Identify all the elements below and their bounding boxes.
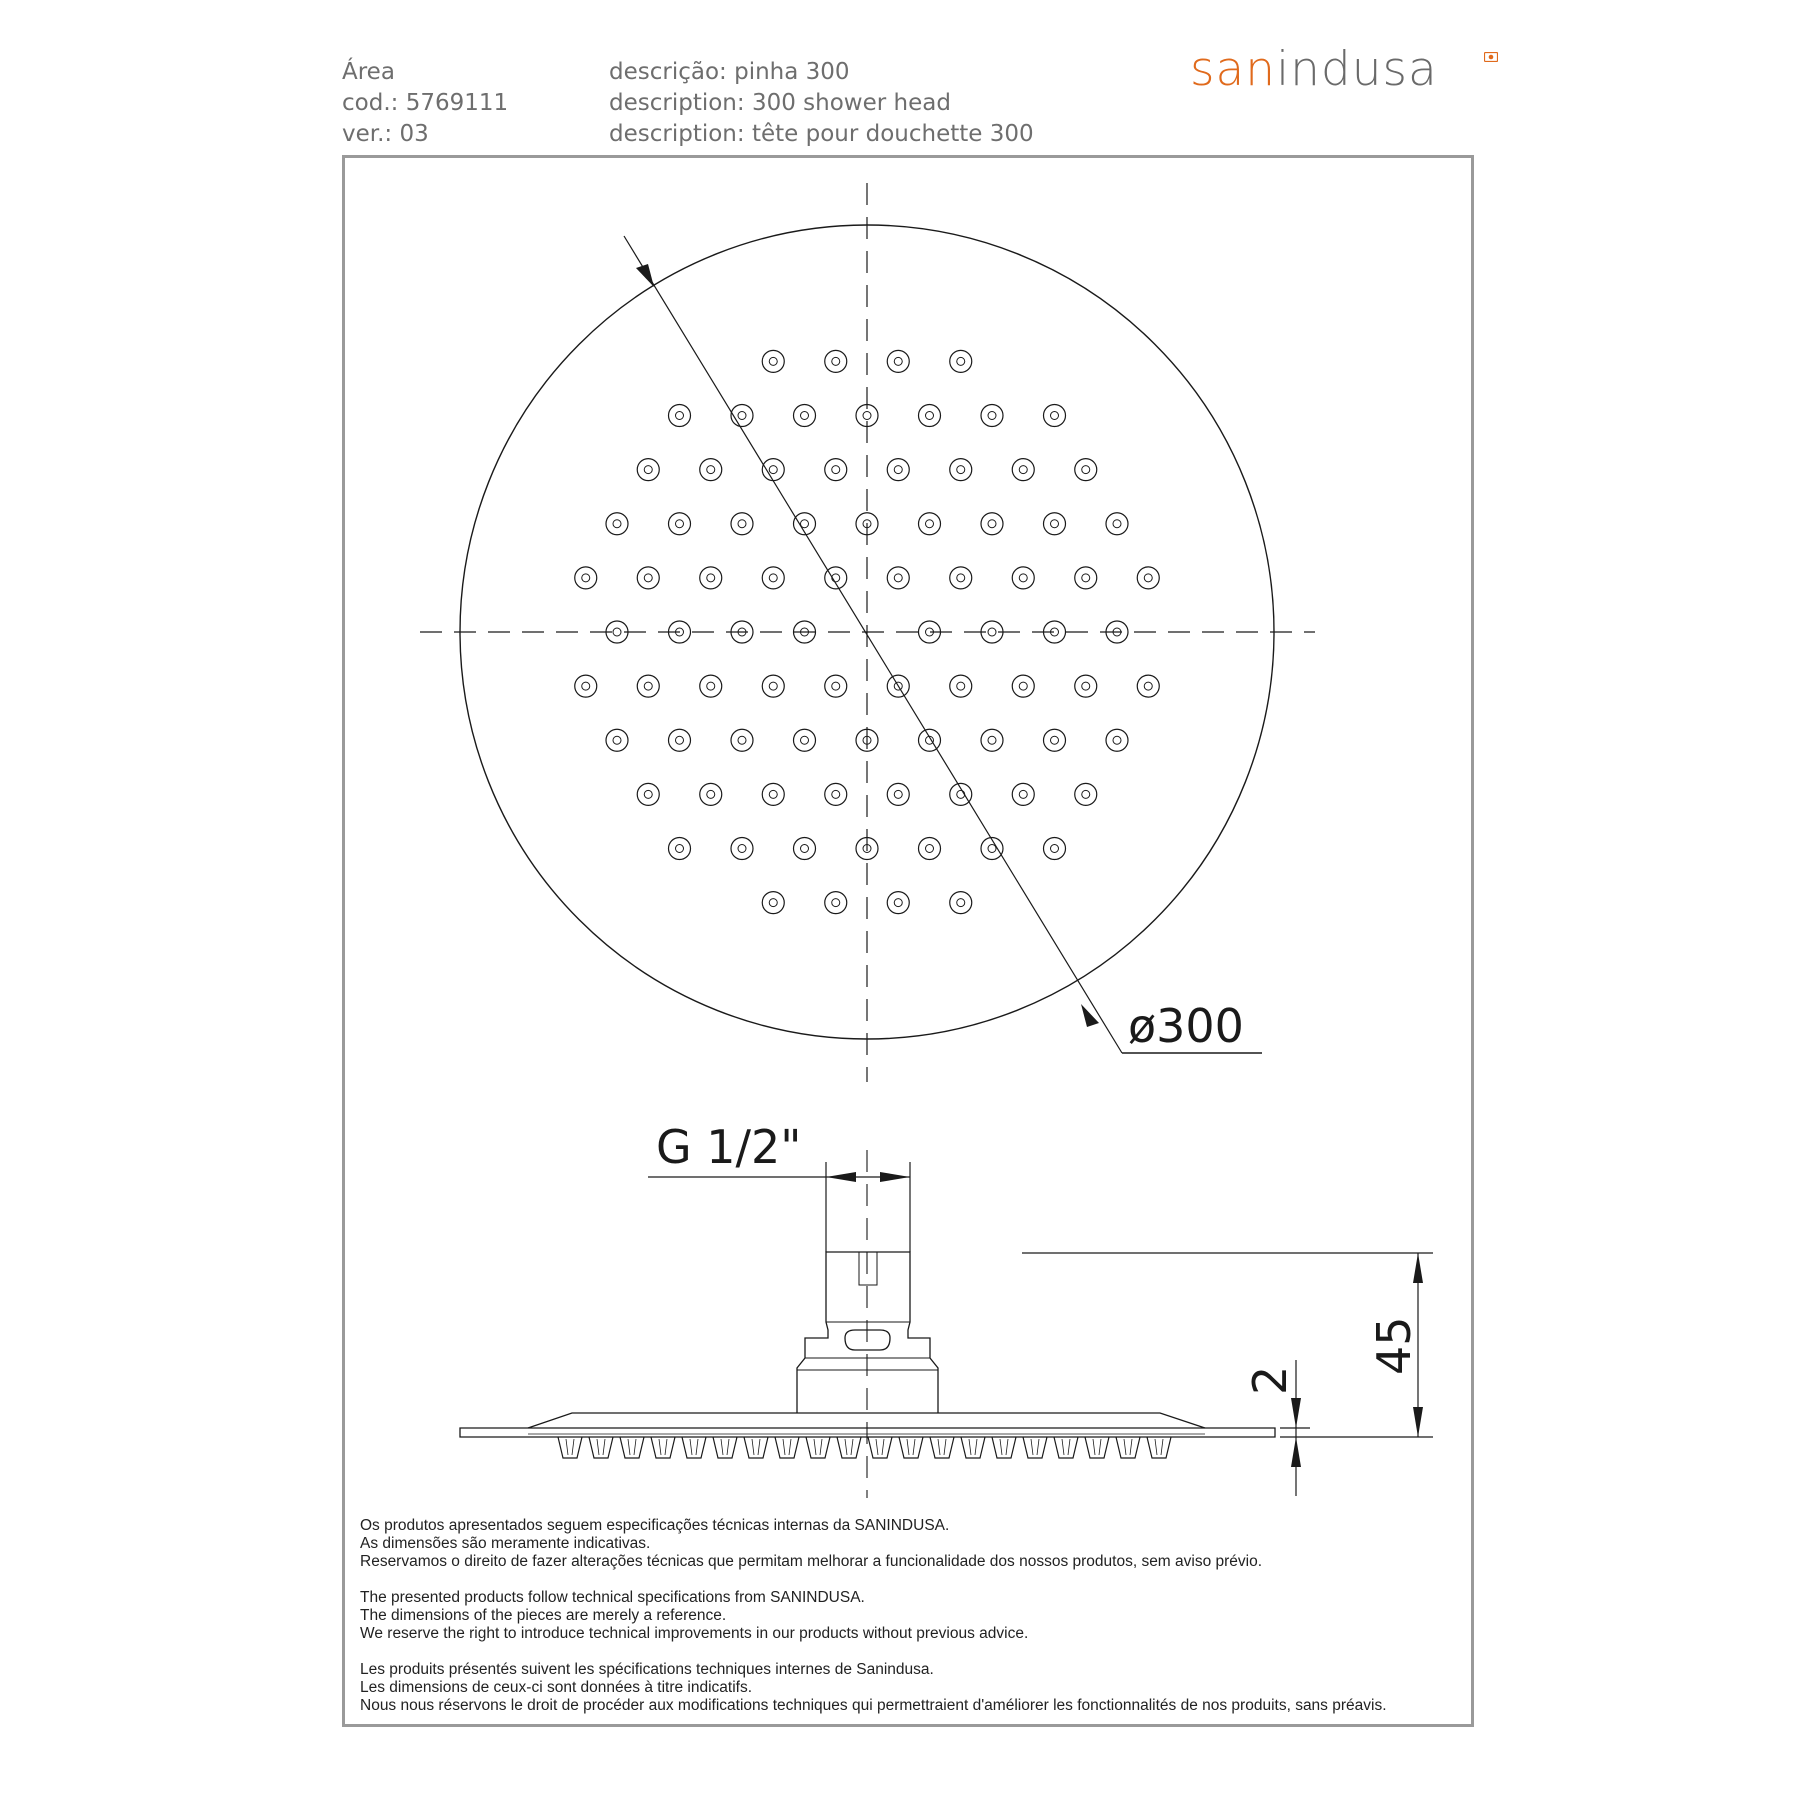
nozzle-bump-detail — [721, 1439, 729, 1455]
nozzle-bump — [589, 1437, 613, 1458]
nozzle-bump-detail — [1124, 1439, 1132, 1455]
nozzle-hole — [1137, 675, 1159, 697]
nozzle-hole-center — [832, 682, 840, 690]
nozzle-hole-center — [707, 682, 715, 690]
nozzle-hole — [1044, 838, 1066, 860]
thread-label: G 1/2" — [656, 1120, 802, 1174]
nozzle-hole-center — [801, 845, 809, 853]
nozzle-hole — [700, 675, 722, 697]
nozzle-hole — [919, 729, 941, 751]
nozzle-hole-center — [644, 682, 652, 690]
nozzle-hole-center — [613, 520, 621, 528]
nozzle-hole — [825, 459, 847, 481]
description-fr: description: tête pour douchette 300 — [609, 121, 1034, 147]
logo-text-indusa: indusa — [1276, 42, 1438, 97]
nozzle-hole-center — [832, 357, 840, 365]
nozzle-bump — [837, 1437, 861, 1458]
nozzle-hole-center — [582, 682, 590, 690]
nozzle-bump — [1147, 1437, 1171, 1458]
nozzle-hole-center — [1082, 682, 1090, 690]
nozzle-bump-detail — [566, 1439, 574, 1455]
nozzle-hole-center — [613, 736, 621, 744]
nozzle-bump — [992, 1437, 1016, 1458]
nozzle-hole — [950, 892, 972, 914]
nozzle-hole — [669, 729, 691, 751]
nozzle-hole-center — [957, 357, 965, 365]
nozzle-hole — [950, 350, 972, 372]
nozzle-hole-center — [1113, 736, 1121, 744]
nozzle-hole-center — [832, 466, 840, 474]
nozzle-hole — [887, 567, 909, 589]
description-pt: descrição: pinha 300 — [609, 59, 850, 85]
diameter-label: ø300 — [1128, 999, 1244, 1053]
nozzle-hole-center — [957, 682, 965, 690]
note-line: Les produits présentés suivent les spécifications techniques internes de Sanindusa. — [360, 1661, 934, 1678]
nozzle-hole — [669, 513, 691, 535]
nozzle-bump — [651, 1437, 675, 1458]
nozzle-hole — [825, 675, 847, 697]
nozzle-hole — [1106, 513, 1128, 535]
nozzle-hole — [887, 350, 909, 372]
nozzle-hole — [637, 567, 659, 589]
nozzle-hole-center — [769, 466, 777, 474]
nozzle-hole — [1012, 783, 1034, 805]
nozzle-hole — [637, 783, 659, 805]
nozzle-hole — [1044, 513, 1066, 535]
nozzle-hole — [731, 838, 753, 860]
drawing-version: ver.: 03 — [342, 121, 429, 147]
nozzle-hole-center — [988, 412, 996, 420]
nozzle-hole-center — [1051, 412, 1059, 420]
logo-text-san: san — [1190, 42, 1277, 97]
nozzle-bump-detail — [1062, 1439, 1070, 1455]
nozzle-hole — [1012, 459, 1034, 481]
nozzle-bump-detail — [845, 1439, 853, 1455]
nozzle-hole-center — [1019, 574, 1027, 582]
nozzle-hole — [606, 729, 628, 751]
nozzle-hole-center — [707, 466, 715, 474]
nozzle-bump-detail — [938, 1439, 946, 1455]
nozzle-hole — [919, 405, 941, 427]
nozzle-hole — [762, 350, 784, 372]
nozzle-bump — [1116, 1437, 1140, 1458]
nozzle-hole — [1012, 567, 1034, 589]
nozzle-hole-center — [957, 574, 965, 582]
nozzle-hole-center — [707, 574, 715, 582]
nozzle-hole-center — [738, 845, 746, 853]
note-line: Os produtos apresentados seguem especificações técnicas internas da SANINDUSA. — [360, 1517, 950, 1534]
nozzle-hole — [1012, 675, 1034, 697]
nozzle-bump — [868, 1437, 892, 1458]
nozzle-hole-center — [1113, 520, 1121, 528]
nozzle-bump-detail — [1093, 1439, 1101, 1455]
nozzle-hole-center — [926, 412, 934, 420]
nozzle-bump-detail — [907, 1439, 915, 1455]
nozzle-bump-detail — [814, 1439, 822, 1455]
nozzle-hole-center — [957, 790, 965, 798]
nozzle-hole — [1137, 567, 1159, 589]
nozzle-hole-center — [769, 899, 777, 907]
note-line: The dimensions of the pieces are merely a reference. — [360, 1607, 727, 1624]
nozzle-hole — [700, 459, 722, 481]
area-label: Área — [342, 59, 395, 85]
nozzle-hole-center — [644, 574, 652, 582]
nozzle-hole — [794, 405, 816, 427]
nozzle-hole-center — [1019, 466, 1027, 474]
nozzle-bump — [961, 1437, 985, 1458]
nozzle-bump — [682, 1437, 706, 1458]
thickness-label: 2 — [1243, 1365, 1297, 1395]
nozzle-hole — [700, 567, 722, 589]
nozzle-hole — [731, 513, 753, 535]
nozzle-hole-center — [769, 682, 777, 690]
nozzle-hole-center — [676, 412, 684, 420]
nozzle-hole — [669, 405, 691, 427]
nozzle-hole-center — [988, 845, 996, 853]
nozzle-hole-center — [926, 520, 934, 528]
notes-en — [360, 1589, 1460, 1643]
nozzle-hole — [762, 459, 784, 481]
nozzle-hole-center — [738, 520, 746, 528]
nozzle-bump — [806, 1437, 830, 1458]
height-label: 45 — [1367, 1316, 1421, 1375]
disclaimer-notes — [360, 1517, 1460, 1733]
nozzle-hole — [762, 567, 784, 589]
nozzle-bump — [713, 1437, 737, 1458]
nozzle-hole-center — [894, 466, 902, 474]
nozzle-hole-center — [769, 574, 777, 582]
nozzle-bump — [899, 1437, 923, 1458]
nozzle-hole-center — [1051, 736, 1059, 744]
nozzle-hole-center — [707, 790, 715, 798]
nozzle-hole-center — [988, 520, 996, 528]
nozzle-hole-center — [863, 412, 871, 420]
nozzle-hole-center — [957, 899, 965, 907]
nozzle-hole — [981, 513, 1003, 535]
nozzle-hole — [825, 892, 847, 914]
nozzle-bump-detail — [969, 1439, 977, 1455]
note-line: As dimensões são meramente indicativas. — [360, 1535, 651, 1552]
nozzle-hole-center — [957, 466, 965, 474]
nozzle-hole — [919, 838, 941, 860]
diameter-dimension — [624, 236, 1262, 1053]
nozzle-bump-detail — [1000, 1439, 1008, 1455]
nozzle-hole-center — [644, 790, 652, 798]
nozzle-hole — [794, 838, 816, 860]
nozzle-hole — [762, 675, 784, 697]
nozzle-hole-center — [1144, 682, 1152, 690]
nozzle-hole-center — [644, 466, 652, 474]
nozzle-hole-center — [1019, 790, 1027, 798]
nozzle-bump — [744, 1437, 768, 1458]
nozzle-bump-detail — [1031, 1439, 1039, 1455]
nozzle-bump — [558, 1437, 582, 1458]
top-view — [420, 183, 1315, 1082]
nozzle-hole — [762, 783, 784, 805]
nozzle-hole — [887, 892, 909, 914]
notes-pt — [360, 1517, 1460, 1571]
note-line: Les dimensions de ceux-ci sont données à titre indicatifs. — [360, 1679, 753, 1696]
nozzle-bump-detail — [659, 1439, 667, 1455]
nozzle-hole — [606, 513, 628, 535]
nozzle-hole-center — [676, 736, 684, 744]
notes-fr — [360, 1661, 1460, 1715]
description-en: description: 300 shower head — [609, 90, 951, 116]
nozzle-hole-center — [1051, 520, 1059, 528]
nozzle-hole — [950, 567, 972, 589]
nozzle-hole — [731, 729, 753, 751]
nozzle-hole-center — [1082, 466, 1090, 474]
nozzle-hole-center — [894, 357, 902, 365]
nozzle-bump-detail — [752, 1439, 760, 1455]
nozzle-hole-center — [801, 412, 809, 420]
nozzle-hole-center — [738, 412, 746, 420]
nozzle-hole-center — [613, 628, 621, 636]
note-line: Reservamos o direito de fazer alterações técnicas que permitam melhorar a funcionalidade dos nossos produtos, sem aviso prévio. — [360, 1553, 1263, 1570]
note-line: The presented products follow technical specifications from SANINDUSA. — [360, 1589, 865, 1606]
nozzle-hole-center — [926, 845, 934, 853]
nozzle-hole — [637, 459, 659, 481]
nozzle-hole — [575, 567, 597, 589]
nozzle-hole — [1075, 459, 1097, 481]
nozzle-hole — [637, 675, 659, 697]
nozzle-hole — [575, 675, 597, 697]
nozzle-hole-center — [988, 736, 996, 744]
nozzle-hole — [1106, 729, 1128, 751]
nozzle-bump-detail — [1155, 1439, 1163, 1455]
nozzle-hole — [887, 459, 909, 481]
nozzle-hole — [700, 783, 722, 805]
nozzle-hole — [1075, 783, 1097, 805]
nozzle-hole — [887, 783, 909, 805]
note-line: We reserve the right to introduce technical improvements in our products without previous advice. — [360, 1625, 1029, 1642]
nozzle-hole-center — [801, 736, 809, 744]
nozzle-bump-detail — [876, 1439, 884, 1455]
nozzle-hole — [762, 892, 784, 914]
nozzle-hole-center — [676, 845, 684, 853]
nozzle-hole — [950, 459, 972, 481]
nozzle-hole — [981, 729, 1003, 751]
nozzle-bump-detail — [690, 1439, 698, 1455]
nozzle-hole — [1044, 405, 1066, 427]
nozzle-hole-center — [894, 899, 902, 907]
nozzle-hole — [1044, 729, 1066, 751]
nozzle-hole-center — [676, 520, 684, 528]
nozzle-hole-center — [894, 790, 902, 798]
nozzle-hole-center — [1051, 845, 1059, 853]
nozzle-hole-center — [1019, 682, 1027, 690]
nozzle-hole-center — [1082, 790, 1090, 798]
nozzle-bump — [930, 1437, 954, 1458]
nozzle-hole — [669, 838, 691, 860]
product-code: cod.: 5769111 — [342, 90, 509, 116]
note-line: Nous nous réservons le droit de procéder aux modifications techniques qui permettraient d'améliorer les fonctionnalités de nos produits, sans préavis. — [360, 1697, 1387, 1714]
nozzle-hole — [950, 675, 972, 697]
nozzle-bump — [1085, 1437, 1109, 1458]
nozzle-bumps — [558, 1437, 1171, 1458]
nozzle-hole — [981, 405, 1003, 427]
nozzle-hole-center — [894, 574, 902, 582]
nozzle-hole — [825, 783, 847, 805]
nozzle-hole-center — [832, 790, 840, 798]
nozzle-bump — [1054, 1437, 1078, 1458]
nozzle-hole-center — [1144, 574, 1152, 582]
nozzle-hole-center — [738, 736, 746, 744]
nozzle-bump-detail — [628, 1439, 636, 1455]
nozzle-hole — [825, 350, 847, 372]
nozzle-hole — [731, 405, 753, 427]
nozzle-bump-detail — [597, 1439, 605, 1455]
nozzle-hole-center — [1082, 574, 1090, 582]
nozzle-bump-detail — [783, 1439, 791, 1455]
nozzle-hole-center — [988, 628, 996, 636]
side-view — [460, 1150, 1433, 1498]
nozzle-hole-center — [769, 357, 777, 365]
nozzle-bump — [1023, 1437, 1047, 1458]
nozzle-hole-center — [582, 574, 590, 582]
nozzle-hole — [794, 729, 816, 751]
nozzle-hole — [1075, 567, 1097, 589]
nozzle-hole-center — [769, 790, 777, 798]
nozzle-hole-center — [832, 899, 840, 907]
nozzle-hole — [1075, 675, 1097, 697]
nozzle-bump — [620, 1437, 644, 1458]
nozzle-bump — [775, 1437, 799, 1458]
nozzle-hole — [919, 513, 941, 535]
